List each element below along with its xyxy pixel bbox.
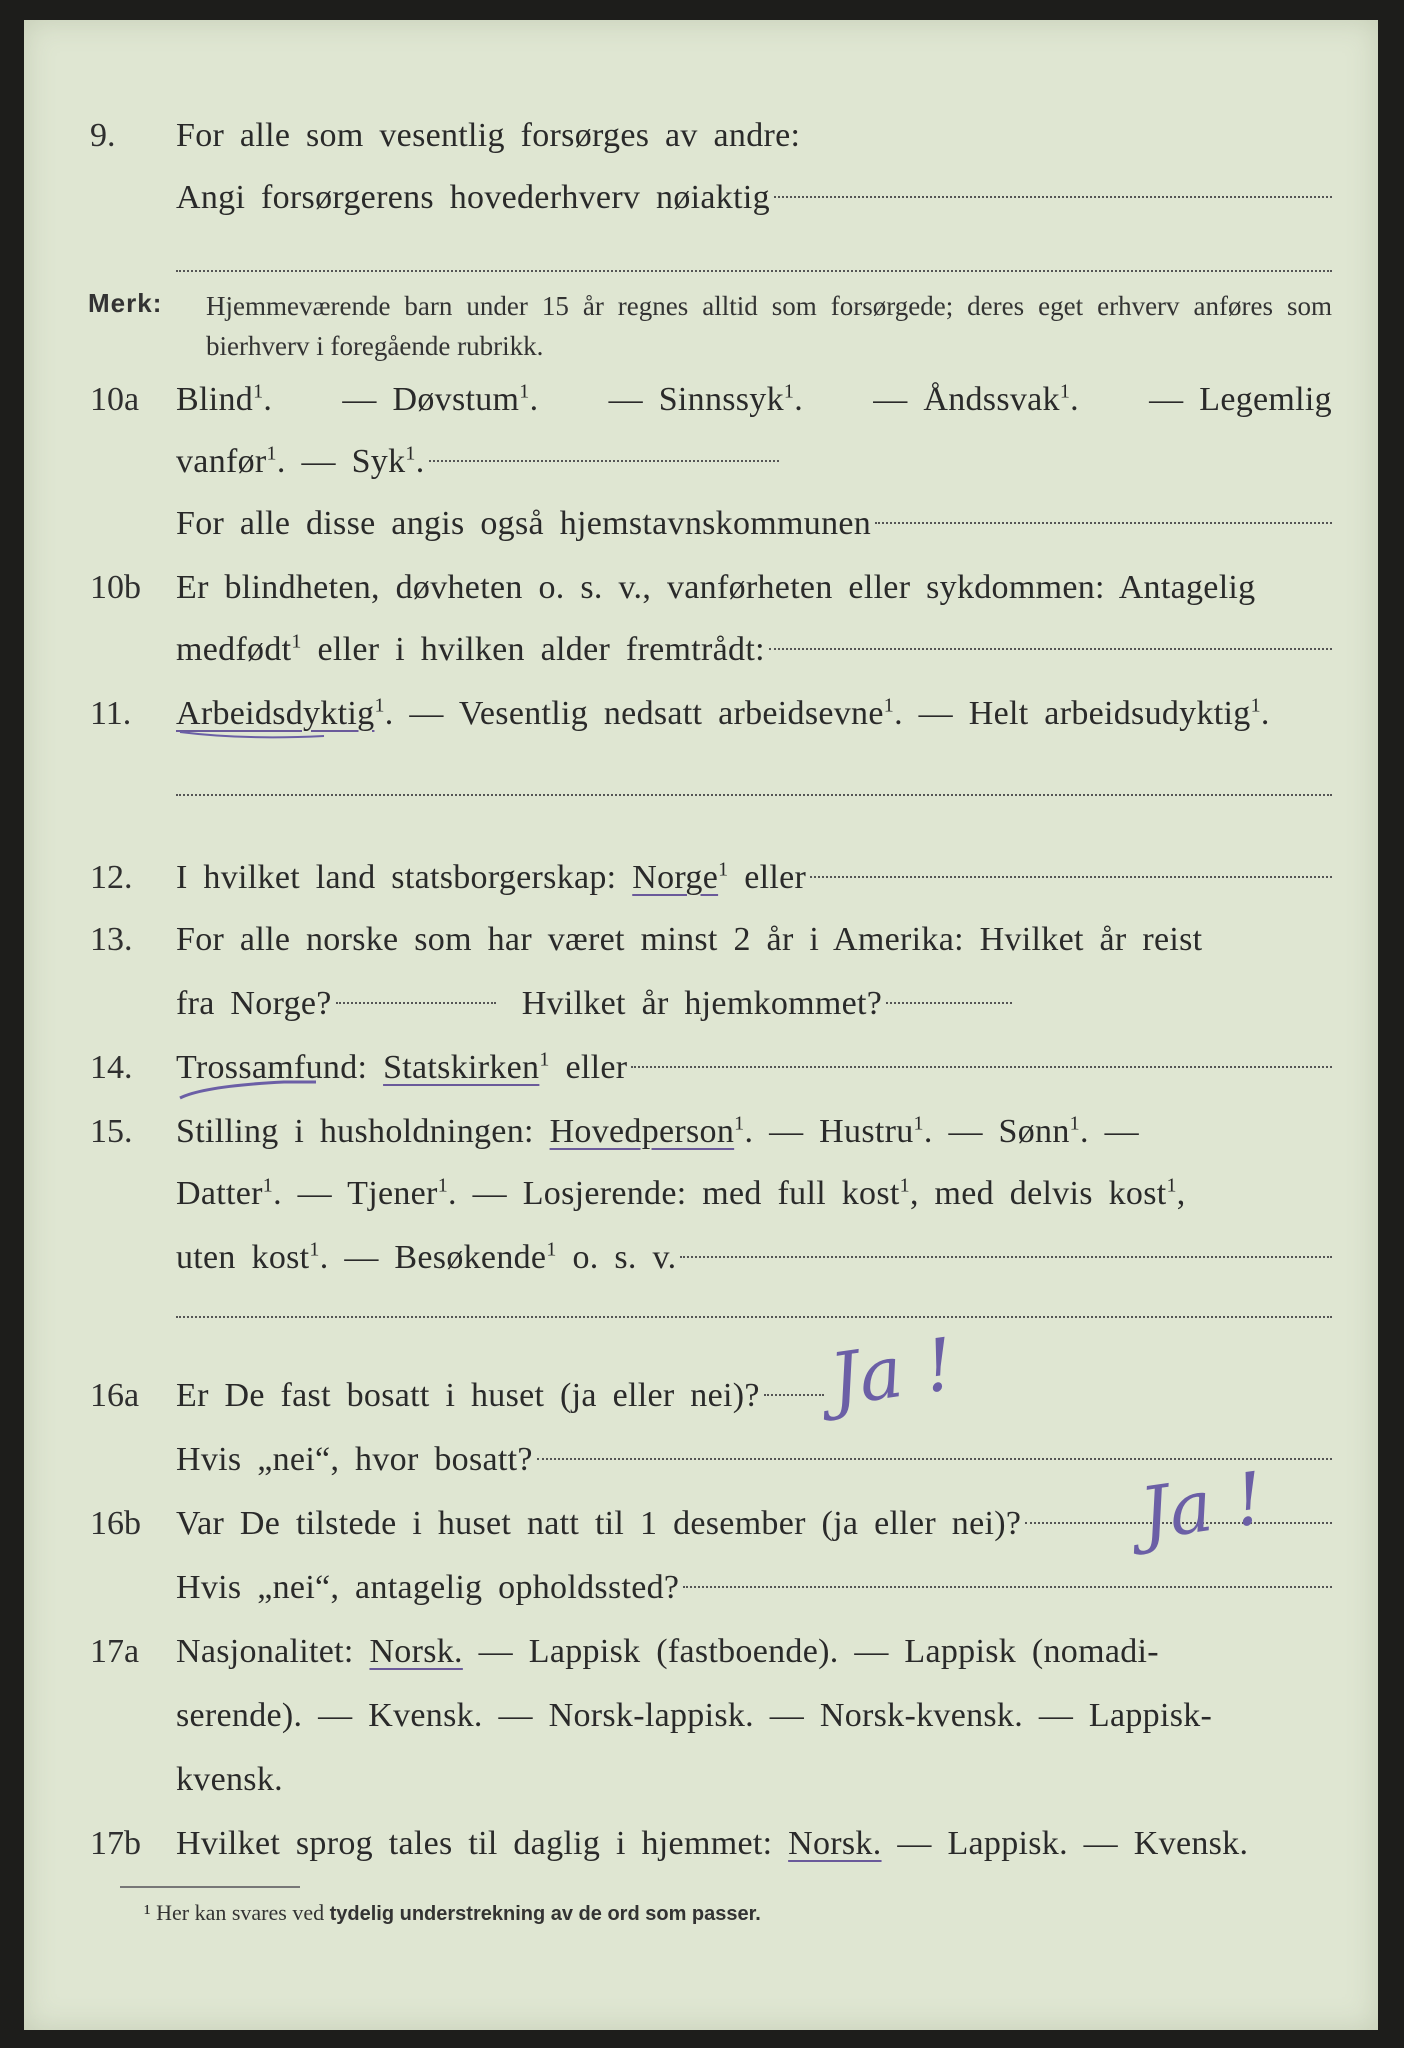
opt-sonn[interactable]: . — Sønn bbox=[923, 1113, 1070, 1150]
q10a-number: 10a bbox=[90, 381, 140, 418]
opt-besokende[interactable]: . — Besøkende bbox=[319, 1239, 547, 1276]
q14-row: 14. Trossamfund: Statskirken$^1$ eller bbox=[24, 1040, 1378, 1096]
q16a-number: 16a bbox=[90, 1377, 140, 1414]
opt-uten-kost[interactable]: uten kost bbox=[176, 1239, 310, 1276]
q9-line1: For alle som vesentlig forsørges av andre: bbox=[176, 117, 801, 154]
opt-hustru[interactable]: . — Hustru bbox=[744, 1113, 914, 1150]
opt-norsk-nasjonalitet[interactable]: Norsk. bbox=[369, 1633, 463, 1670]
q13-hjemkommet-label: Hvilket år hjemkommet? bbox=[521, 985, 883, 1022]
q17a-line3: kvensk. bbox=[176, 1761, 283, 1798]
q10a-row1: 10a Blind$^1$. — Døvstum$^1$. — Sinnssyk$^1$. — Åndssvak$^1$. — Legemlig bbox=[24, 372, 1378, 428]
q16a-handwritten-answer: Ja ! bbox=[824, 1321, 959, 1423]
q17b-number: 17b bbox=[90, 1825, 141, 1862]
q15-row1: 15. Stilling i husholdningen: Hovedperson$^1$. — Hustru$^1$. — Sønn$^1$. — bbox=[24, 1104, 1378, 1160]
q10b-row2: medfødt$^1$ eller i hvilken alder fremtrådt: bbox=[24, 622, 1378, 678]
opt-andssvak[interactable]: — Åndssvak bbox=[873, 381, 1060, 418]
q16b-line1: Var De tilstede i huset natt til 1 desember (ja eller nei)? bbox=[176, 1505, 1022, 1542]
q13-line1: For alle norske som har været minst 2 år i Amerika: Hvilket år reist bbox=[176, 921, 1203, 958]
q10a-row2: vanfør$^1$. — Syk$^1$. bbox=[24, 434, 1378, 490]
q17a-row1: 17a Nasjonalitet: Norsk. — Lappisk (fastboende). — Lappisk (nomadi- bbox=[24, 1624, 1378, 1680]
opt-tjener[interactable]: . — Tjener bbox=[273, 1175, 438, 1212]
q9-line2: Angi forsørgerens hovederhverv nøiaktig bbox=[176, 179, 770, 216]
opt-syk[interactable]: — Syk bbox=[301, 443, 406, 480]
check-mark-arbeidsdyktig bbox=[180, 732, 324, 737]
opt-statskirken[interactable]: Statskirken bbox=[383, 1049, 540, 1086]
q9-number: 9. bbox=[90, 117, 116, 154]
q17b-row: 17b Hvilket sprog tales til daglig i hjemmet: Norsk. — Lappisk. — Kvensk. bbox=[24, 1816, 1378, 1872]
opt-delvis-kost[interactable]: , med delvis kost bbox=[909, 1175, 1167, 1212]
q16b-number: 16b bbox=[90, 1505, 141, 1542]
q10a-line3: For alle disse angis også hjemstavnskommunen bbox=[176, 505, 872, 542]
q16b-handwritten-answer: Ja ! bbox=[1134, 1455, 1269, 1557]
opt-arbeidsdyktig[interactable]: Arbeidsdyktig bbox=[176, 695, 375, 732]
q17a-line2: serende). — Kvensk. — Norsk-lappisk. — Norsk-kvensk. — Lappisk- bbox=[176, 1697, 1213, 1734]
handwritten-check-marks bbox=[24, 20, 1378, 2030]
opt-hovedperson[interactable]: Hovedperson bbox=[549, 1113, 735, 1150]
q14-number: 14. bbox=[90, 1049, 133, 1086]
q10b-line1: Er blindheten, døvheten o. s. v., vanførheten eller sykdommen: Antagelig bbox=[176, 569, 1256, 606]
opt-norge[interactable]: Norge bbox=[632, 859, 719, 896]
q13-reist-label: fra Norge? bbox=[176, 985, 332, 1022]
q12-number: 12. bbox=[90, 859, 133, 896]
merk-text: Hjemmeværende barn under 15 år regnes alltid som forsørgede; deres eget erhverv anføres som bierhverv i foregående rubrikk. bbox=[206, 291, 1332, 361]
q11-number: 11. bbox=[90, 695, 132, 732]
opt-nedsatt[interactable]: . — Vesentlig nedsatt arbeidsevne bbox=[384, 695, 884, 732]
opt-vanfor[interactable]: vanfør bbox=[176, 443, 267, 480]
q15-row3: uten kost$^1$. — Besøkende$^1$ o. s. v. bbox=[24, 1230, 1378, 1286]
opt-full-kost[interactable]: . — Losjerende: med full kost bbox=[448, 1175, 900, 1212]
q16a-line2: Hvis „nei“, hvor bosatt? bbox=[176, 1441, 533, 1478]
opt-dovstum[interactable]: — Døvstum bbox=[342, 381, 520, 418]
footnote: ¹ Her kan svares ved tydelig understrekning av de ord som passer. bbox=[144, 1900, 761, 1925]
opt-udyktig[interactable]: . — Helt arbeidsudyktig bbox=[894, 695, 1251, 732]
opt-sinnssyk[interactable]: — Sinnssyk bbox=[608, 381, 784, 418]
q15-number: 15. bbox=[90, 1113, 133, 1150]
q11-row: 11. Arbeidsdyktig$^1$. — Vesentlig nedsatt arbeidsevne$^1$. — Helt arbeidsudyktig$^1$. bbox=[24, 686, 1378, 742]
footnote-mark: ¹ bbox=[144, 1900, 151, 1925]
opt-medfodt[interactable]: medfødt bbox=[176, 631, 292, 668]
merk-label: Merk: bbox=[88, 288, 163, 318]
opt-norsk-sprog[interactable]: Norsk. bbox=[788, 1825, 882, 1862]
opt-datter[interactable]: Datter bbox=[176, 1175, 263, 1212]
opt-legemlig[interactable]: — Legemlig bbox=[1149, 381, 1332, 418]
check-mark-statskirken bbox=[180, 1082, 316, 1098]
q12-row: 12. I hvilket land statsborgerskap: Norge$^1$ eller bbox=[24, 850, 1378, 906]
q17a-number: 17a bbox=[90, 1633, 140, 1670]
q16a-line1: Er De fast bosatt i huset (ja eller nei)? bbox=[176, 1377, 760, 1414]
census-form-page bbox=[24, 20, 1378, 2030]
q16b-line2: Hvis „nei“, antagelig opholdssted? bbox=[176, 1569, 680, 1606]
opt-blind[interactable]: Blind bbox=[176, 381, 254, 418]
q10b-number: 10b bbox=[90, 569, 141, 606]
q13-number: 13. bbox=[90, 921, 133, 958]
q15-row2: Datter$^1$. — Tjener$^1$. — Losjerende: med full kost$^1$, med delvis kost$^1$, bbox=[176, 1174, 1186, 1212]
